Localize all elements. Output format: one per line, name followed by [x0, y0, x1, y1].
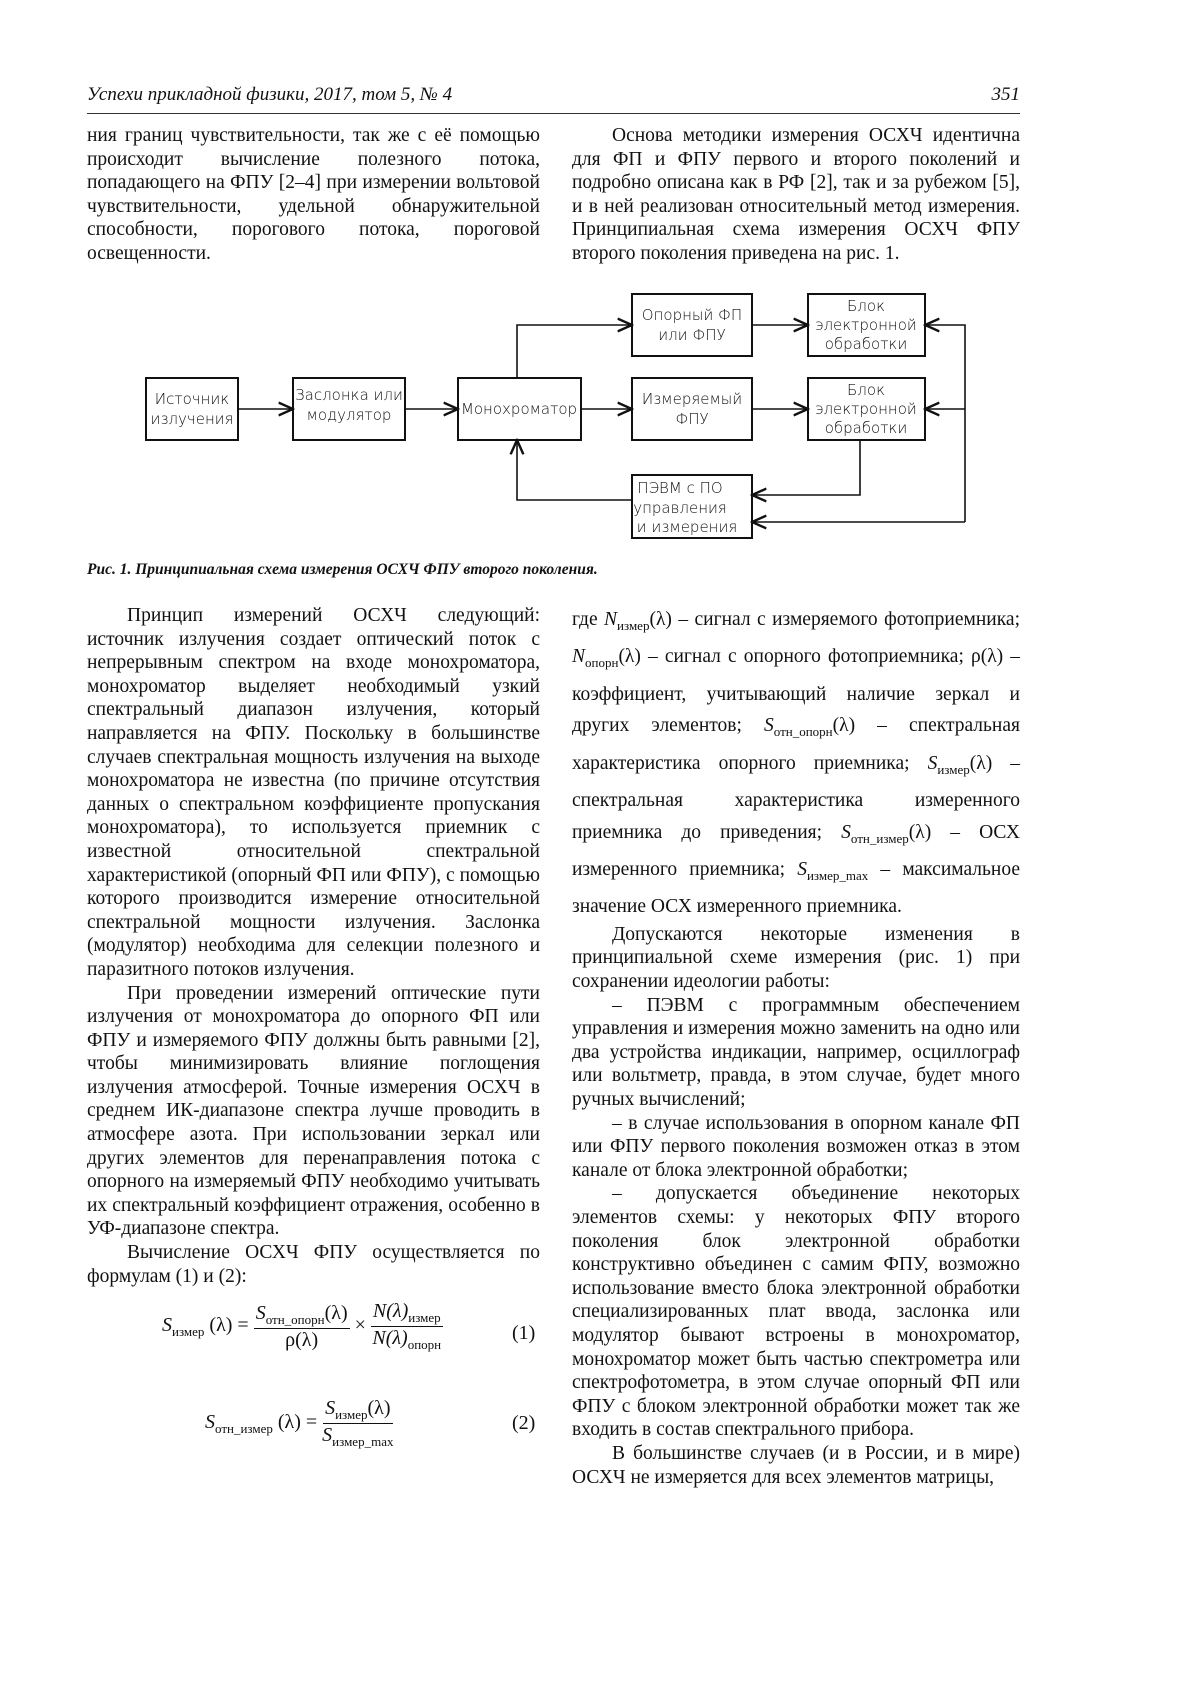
fraction [371, 1300, 443, 1353]
block1-label: Блок [847, 297, 885, 315]
reference-label: или ФПУ [658, 326, 726, 344]
math-text: ρ(λ) [285, 1328, 319, 1351]
math-symbol: S [927, 752, 938, 774]
block-diagram [0, 0, 1200, 560]
math-symbol: S [255, 1301, 266, 1324]
math-subscript: измер [408, 1310, 441, 1325]
math-symbol: S [162, 1314, 172, 1337]
math-symbol: N(λ) [372, 1327, 408, 1349]
math-subscript: измер [172, 1324, 205, 1340]
block1-label: электронной [815, 316, 917, 334]
measured-label: Измеряемый [641, 390, 743, 408]
right-column-bottom [572, 604, 1020, 1489]
source-label: излучения [150, 410, 234, 428]
pc-label: ПЭВМ с ПО [637, 479, 723, 497]
text: (λ) – сигнал с опорного фотоприемника; ρ(λ) – коэффициент, учитывающий наличие зеркал и других элементов; [572, 646, 1020, 737]
math-subscript: измер_max [806, 867, 869, 883]
fraction [322, 1397, 393, 1450]
math-subscript: измер [335, 1407, 368, 1422]
math-symbol: S [205, 1411, 215, 1434]
list-item: – допускается объединение некоторых элементов схемы: у некоторых ФПУ второго поколения блок электронной обработки конструктивно объединен с самим ФПУ, возможно использование вместо блока электронной обработки специализированных плат ввода, заслонка или модулятор бывают встроены в монохроматор, монохроматор может быть частью спектрометра или спектрофотометра, в этом случае опорный ФП или ФПУ с блоком электронной обработки может так же входить в состав спектрального прибора. [572, 1183, 1020, 1441]
reference-label: Опорный ФП [641, 306, 743, 324]
text: – максимальное значение ОСХ измеренного приемника. [572, 858, 1020, 918]
math-subscript: отн_опорн [773, 724, 833, 740]
block2-label: электронной [815, 400, 917, 418]
shutter-label: Заслонка или [295, 386, 403, 404]
paragraph: Допускаются некоторые изменения в принципиальной схеме измерения (рис. 1) при сохранении идеологии работы: [572, 923, 1020, 993]
math-subscript: отн_опорн [265, 1311, 325, 1327]
math-text: (λ) [324, 1301, 348, 1324]
paragraph: Основа методики измерения ОСХЧ идентична для ФП и ФПУ первого и второго поколений и подробно описана как в РФ [2], так и за рубежом [5], и в ней реализован относительный метод измерения. Принципиальная схема измерения ОСХЧ ФПУ второго поколения приведена на рис. 1. [572, 125, 1020, 264]
block2-label: Блок [847, 381, 885, 399]
math-subscript: измер [617, 617, 650, 633]
math-symbol: N [572, 646, 586, 668]
fraction [254, 1302, 350, 1352]
math-symbol: S [322, 1424, 333, 1446]
math-text: (λ) = [209, 1314, 249, 1337]
math-symbol: S [325, 1397, 336, 1419]
left-column-bottom [87, 604, 540, 1288]
block1-label: обработки [824, 335, 908, 353]
math-subscript: измер [937, 761, 970, 777]
list-item: – в случае использования в опорном канале ФП или ФПУ первого поколения возможен отказ в этом канале от блока электронной обработки; [572, 1112, 1020, 1181]
formula-2 [205, 1397, 393, 1450]
source-box [146, 378, 238, 440]
math-symbol: S [797, 858, 807, 880]
math-text: × [354, 1314, 366, 1337]
paragraph: В большинстве случаев (и в России, и в мире) ОСХЧ не измеряется для всех элементов матрицы, [572, 1442, 1020, 1488]
pc-label: и измерения [636, 518, 738, 536]
math-subscript: отн_измер [215, 1421, 273, 1437]
math-text: (λ) = [277, 1411, 318, 1434]
block2-label: обработки [824, 419, 908, 437]
text: (λ) – ОСХ измеренного приемника; [572, 821, 1020, 880]
math-symbol: N [604, 609, 618, 630]
monochromator-label: Монохроматор [460, 400, 578, 418]
text: (λ) – спектральная характеристика измеренного приемника до приведения; [572, 752, 1020, 843]
page-number: 351 [991, 84, 1020, 105]
measured-label: ФПУ [675, 410, 709, 428]
math-subscript: опорн [407, 1337, 442, 1352]
paragraph: Вычисление ОСХЧ ФПУ осуществляется по формулам (1) и (2): [87, 1242, 540, 1287]
math-text: (λ) [367, 1397, 391, 1419]
figure-caption: Рис. 1. Принципиальная схема измерения ОСХЧ ФПУ второго поколения. [87, 561, 598, 578]
journal-title: Успехи прикладной физики, 2017, том 5, № 4 [87, 84, 453, 105]
math-subscript: отн_измер [850, 830, 909, 846]
equation-number: (1) [512, 1322, 536, 1344]
paragraph: Принцип измерений ОСХЧ следующий: источник излучения создает оптический поток с непрерывным спектром на входе монохроматора, монохроматор выделяет необходимый узкий спектральный диапазон излучения, который направляется на ФПУ. Поскольку в большинстве случаев спектральная мощность излучения на выходе монохроматора не известна (по причине отсутствия данных о спектральном коэффициенте пропускания монохроматора), то используется приемник с известной относительной спектральной характеристикой (опорный ФП или ФПУ), с помощью которого производится измерение относительной спектральной мощности излучения. Заслонка (модулятор) необходима для селекции полезного и паразитного потоков излучения. [87, 605, 540, 980]
text: где [572, 609, 605, 630]
list-item: – ПЭВМ с программным обеспечением управления и измерения можно заменить на одно или два устройства индикации, например, осциллограф или вольтметр, правда, в этом случае, будет много ручных вычислений; [572, 994, 1020, 1110]
variable-definitions [572, 604, 1020, 923]
text: (λ) – сигнал с измеряемого фотоприемника; [649, 609, 1020, 630]
reference-detector-box [632, 294, 752, 356]
measured-detector-box [632, 378, 752, 440]
math-symbol: S [764, 715, 774, 737]
equation-number: (2) [512, 1412, 536, 1434]
shutter-label: модулятор [306, 406, 392, 424]
pc-label: управления [633, 499, 727, 517]
formula-1 [162, 1300, 443, 1353]
math-symbol: N(λ) [372, 1300, 409, 1322]
math-subscript: опорн [585, 655, 619, 671]
math-symbol: S [841, 821, 851, 843]
math-subscript: измер_max [332, 1434, 394, 1449]
text: (λ) – спектральная характеристика опорного приемника; [572, 715, 1020, 774]
source-label: Источник [154, 390, 230, 408]
paragraph: При проведении измерений оптические пути излучения от монохроматора до опорного ФП или ФПУ и измеряемого ФПУ должны быть равными [2], чтобы минимизировать влияние поглощения излучения атмосферой. Точные измерения ОСХЧ в среднем ИК-диапазоне спектра лучше проводить в атмосфере азота. При использовании зеркал или других элементов для перенаправления потока с опорного на измеряемый ФПУ необходимо учитывать их спектральный коэффициент отражения, особенно в УФ-диапазоне спектра. [87, 982, 540, 1240]
paragraph: ния границ чувствительности, так же с её помощью происходит вычисление полезного потока, попадающего на ФПУ [2–4] при измерении вольтовой чувствительности, удельной обнаружительной способности, порогового потока, пороговой освещенности. [87, 125, 540, 264]
